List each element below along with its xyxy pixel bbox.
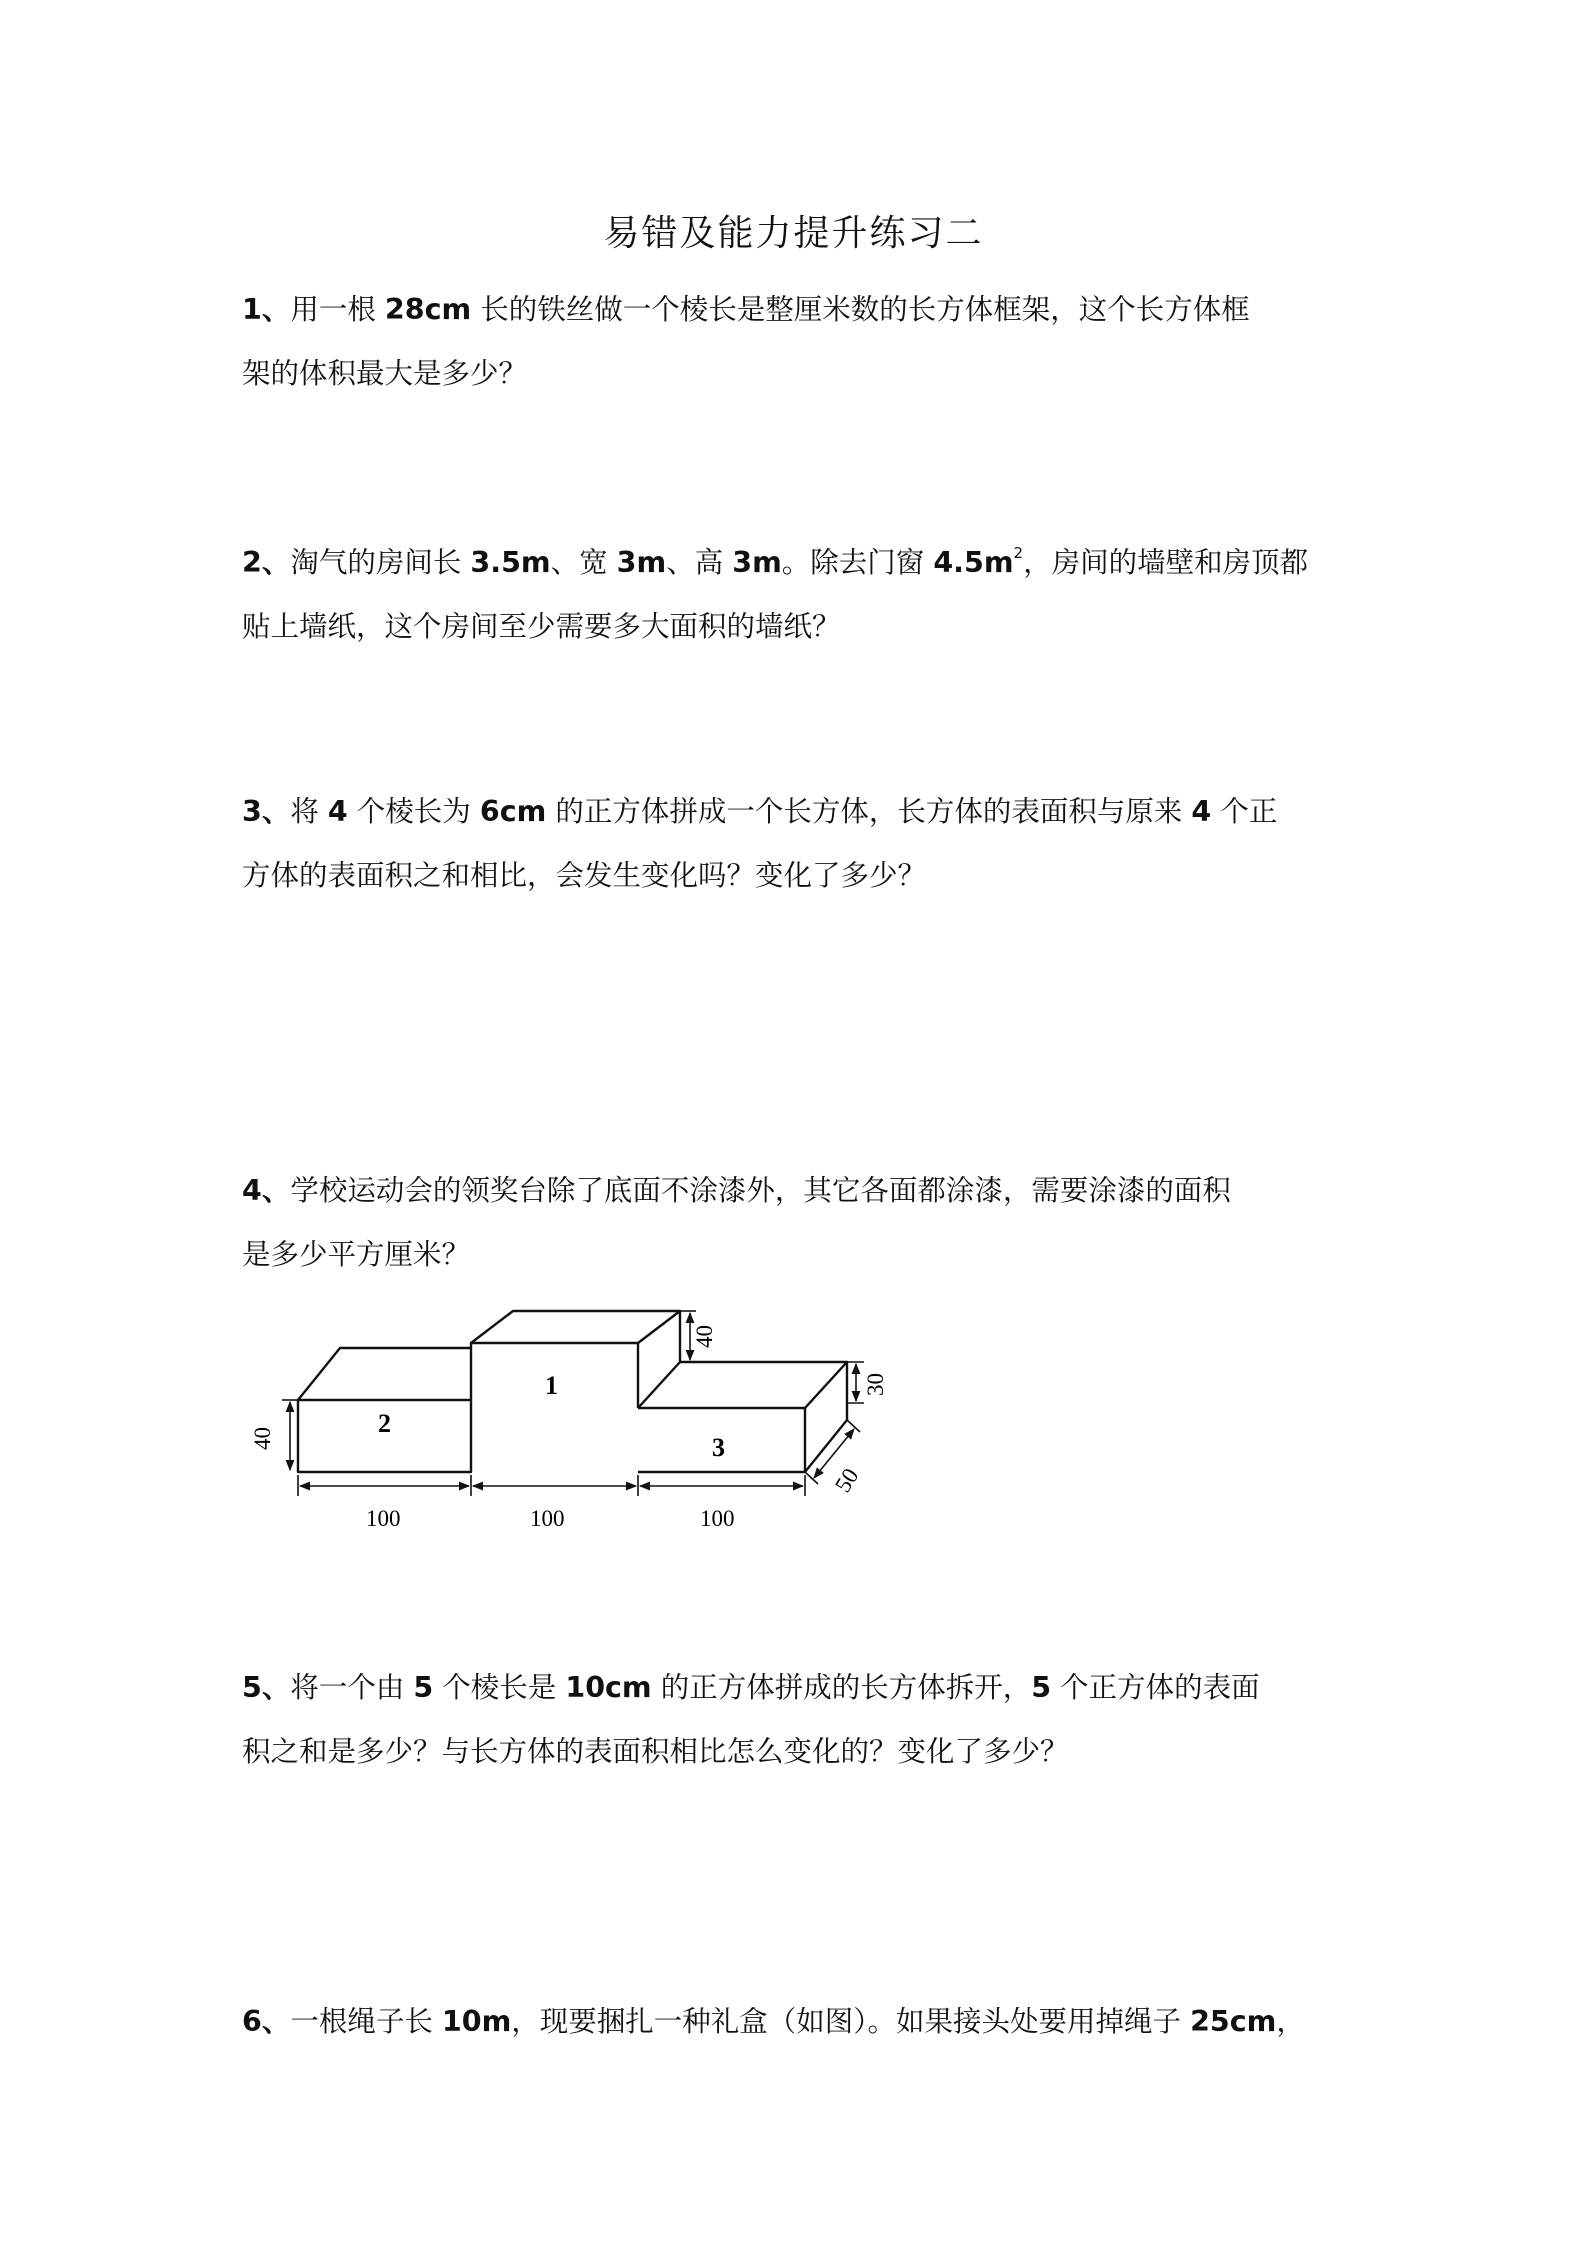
bold-value: 4.5m [933,546,1014,579]
question-line [242,780,1362,844]
question-text: ，现要捆扎一种礼盒（如图）。如果接头处要用掉绳子 [511,2005,1191,2038]
block-3-top [680,1362,847,1408]
depth-label: 50 [830,1463,864,1497]
question-text: 架的体积最大是多少？ [242,357,528,390]
question-number: 3、 [242,795,291,828]
bold-value: 5 [1031,1671,1052,1704]
height-label-1: 40 [692,1325,717,1348]
question-text: 、高 [666,546,733,579]
question-line [242,278,1362,342]
question-text: 一根绳子长 [290,2005,442,2038]
question-line [242,1990,1362,2054]
question-number: 5、 [242,1671,291,1704]
page-title: 易错及能力提升练习二 [603,213,984,254]
width-label-3: 100 [700,1506,735,1531]
question-text: 贴上墙纸，这个房间至少需要多大面积的墙纸？ [242,610,841,643]
question-2 [242,531,1362,659]
question-line [242,1223,1362,1287]
question-text: 个正方体的表面 [1051,1671,1260,1704]
question-text: 用一根 [290,293,385,326]
question-number: 4、 [242,1174,291,1207]
question-line [242,595,1362,659]
question-text: 的正方体拼成一个长方体，长方体的表面积与原来 [546,795,1192,828]
bold-value: 28cm [384,293,472,326]
bold-value: 10cm [565,1671,652,1704]
block-2-top [298,1348,471,1400]
question-text: 。除去门窗 [781,546,934,579]
question-line [242,844,1362,908]
question-text: 、宽 [550,546,617,579]
question-text: ， [1276,2005,1305,2038]
bold-value: 3m [732,546,782,579]
block-label-2: 2 [378,1409,391,1438]
podium-figure [240,1300,920,1544]
question-text: 将一个由 [290,1671,414,1704]
bold-value: 4 [327,795,348,828]
question-5 [242,1656,1362,1784]
question-line [242,1656,1362,1720]
question-text: 个棱长为 [347,795,480,828]
question-number: 1、 [242,293,291,326]
block-1-top [471,1311,680,1343]
height-label-3: 30 [863,1373,888,1396]
question-6 [242,1990,1362,2054]
question-line [242,531,1362,595]
question-text: 个棱长是 [433,1671,566,1704]
question-text: 淘气的房间长 [290,546,471,579]
question-3 [242,780,1362,908]
bold-value: 25cm [1190,2005,1277,2038]
question-text: 将 [290,795,328,828]
podium-diagram [240,1300,920,1540]
question-line [242,342,1362,406]
question-number: 6、 [242,2005,291,2038]
question-1 [242,278,1362,406]
question-text: 学校运动会的领奖台除了底面不涂漆外，其它各面都涂漆，需要涂漆的面积 [290,1174,1231,1207]
question-text: 的正方体拼成的长方体拆开， [651,1671,1032,1704]
width-label-2: 100 [530,1506,565,1531]
question-text: ，房间的墙壁和房顶都 [1023,546,1309,579]
question-text: 长的铁丝做一个棱长是整厘米数的长方体框架，这个长方体框 [471,293,1250,326]
width-label-1: 100 [366,1506,401,1531]
height-label-2: 40 [250,1427,275,1450]
question-4 [242,1159,1362,1287]
question-text: 是多少平方厘米？ [242,1238,471,1271]
block-3-side [805,1362,847,1472]
bold-value: 5 [413,1671,434,1704]
question-line [242,1720,1362,1784]
bold-value: 10m [441,2005,512,2038]
question-number: 2、 [242,546,291,579]
question-text: 个正 [1211,795,1278,828]
bold-value: 3.5m [470,546,551,579]
bold-value: 3m [616,546,667,579]
superscript: 2 [1013,544,1024,562]
question-line [242,1159,1362,1223]
bold-value: 4 [1191,795,1212,828]
question-text: 方体的表面积之和相比，会发生变化吗？变化了多少？ [242,859,927,892]
question-text: 积之和是多少？与长方体的表面积相比怎么变化的？变化了多少？ [242,1735,1069,1768]
block-label-3: 3 [712,1433,725,1462]
bold-value: 6cm [479,795,547,828]
block-label-1: 1 [545,1371,558,1400]
